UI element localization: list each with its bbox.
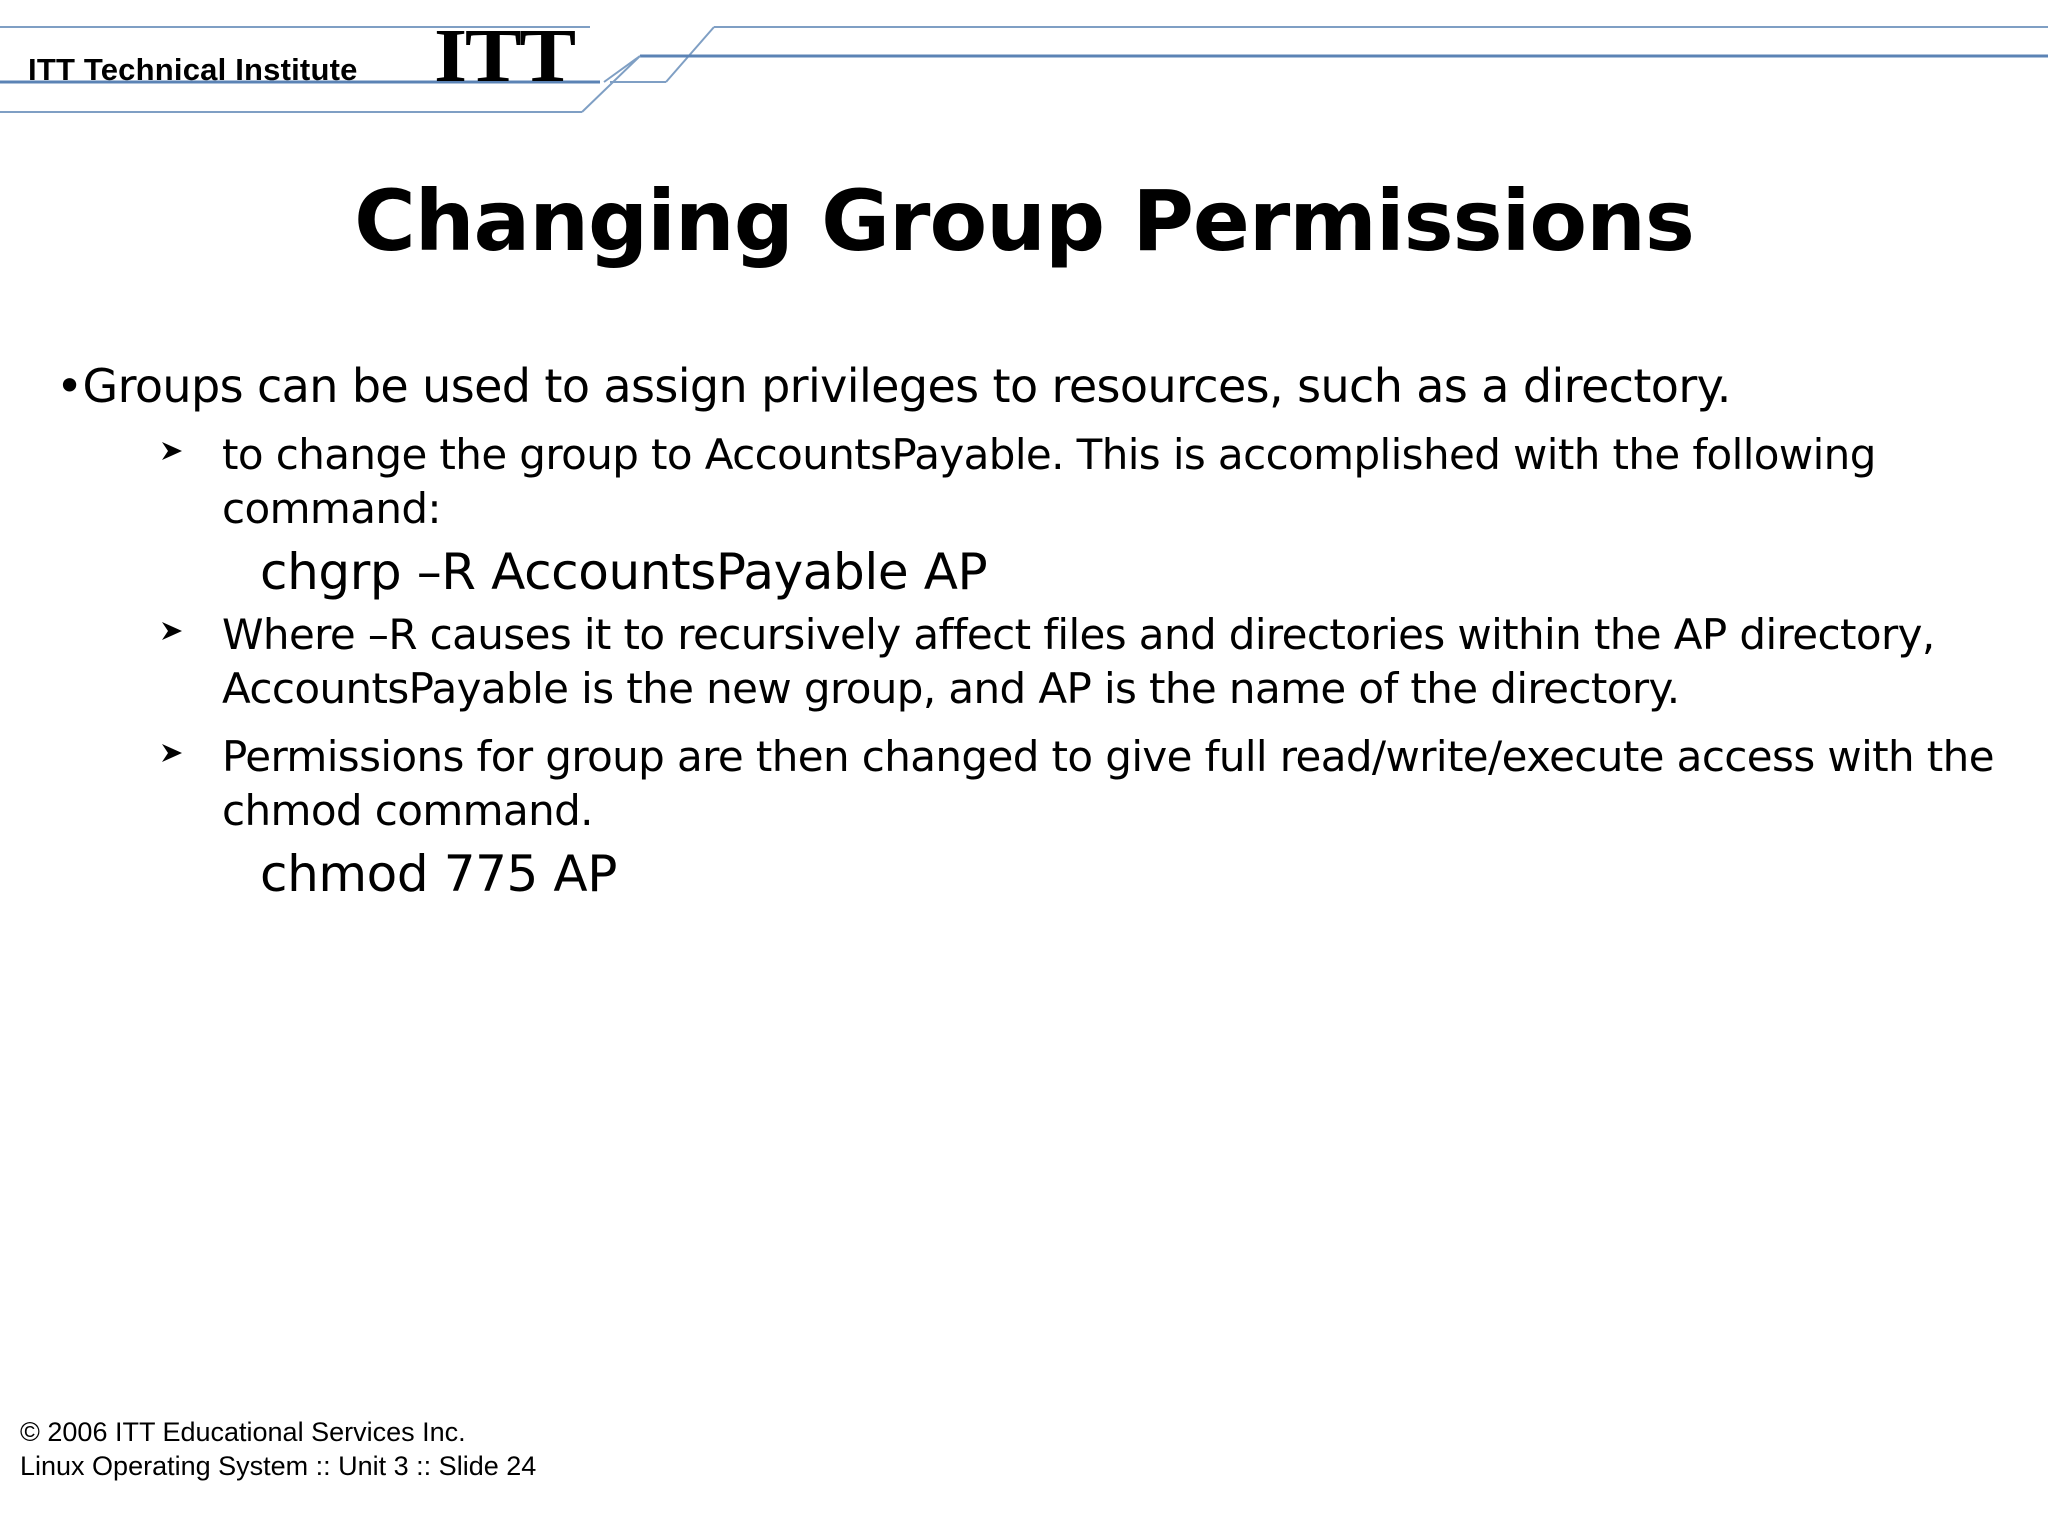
sub-bullet-1 bbox=[222, 428, 1996, 536]
arrowhead-bullet-icon bbox=[162, 608, 186, 640]
lead-bullet: •Groups can be used to assign privileges to resources, such as a directory. bbox=[56, 359, 1731, 413]
sub-bullet-text: to change the group to AccountsPayable. This is accomplished with the following command: bbox=[222, 430, 1876, 533]
arrowhead-bullet-icon bbox=[162, 730, 186, 762]
command-chgrp: chgrp –R AccountsPayable AP bbox=[260, 543, 988, 601]
arrowhead-bullet-icon bbox=[162, 428, 186, 460]
command-chmod: chmod 775 AP bbox=[260, 845, 617, 903]
copyright-text: © 2006 ITT Educational Services Inc. bbox=[20, 1417, 466, 1447]
slide-footer bbox=[20, 1415, 536, 1483]
slide-title: Changing Group Permissions bbox=[354, 172, 1694, 270]
itt-logo: ITT bbox=[434, 14, 574, 98]
slide-body bbox=[56, 358, 1996, 904]
slide-header bbox=[0, 0, 2048, 130]
sub-bullet-text: Where –R causes it to recursively affect files and directories within the AP directory, AccountsPayable is the new group, and AP is the name of the directory. bbox=[222, 610, 1935, 713]
sub-bullet-text: Permissions for group are then changed to give full read/write/execute access with the chmod command. bbox=[222, 732, 1994, 835]
course-info-text: Linux Operating System :: Unit 3 :: Slide 24 bbox=[20, 1451, 537, 1481]
sub-bullet-2 bbox=[222, 608, 1996, 716]
institute-name: ITT Technical Institute bbox=[28, 52, 358, 87]
sub-bullet-3 bbox=[222, 730, 1996, 838]
